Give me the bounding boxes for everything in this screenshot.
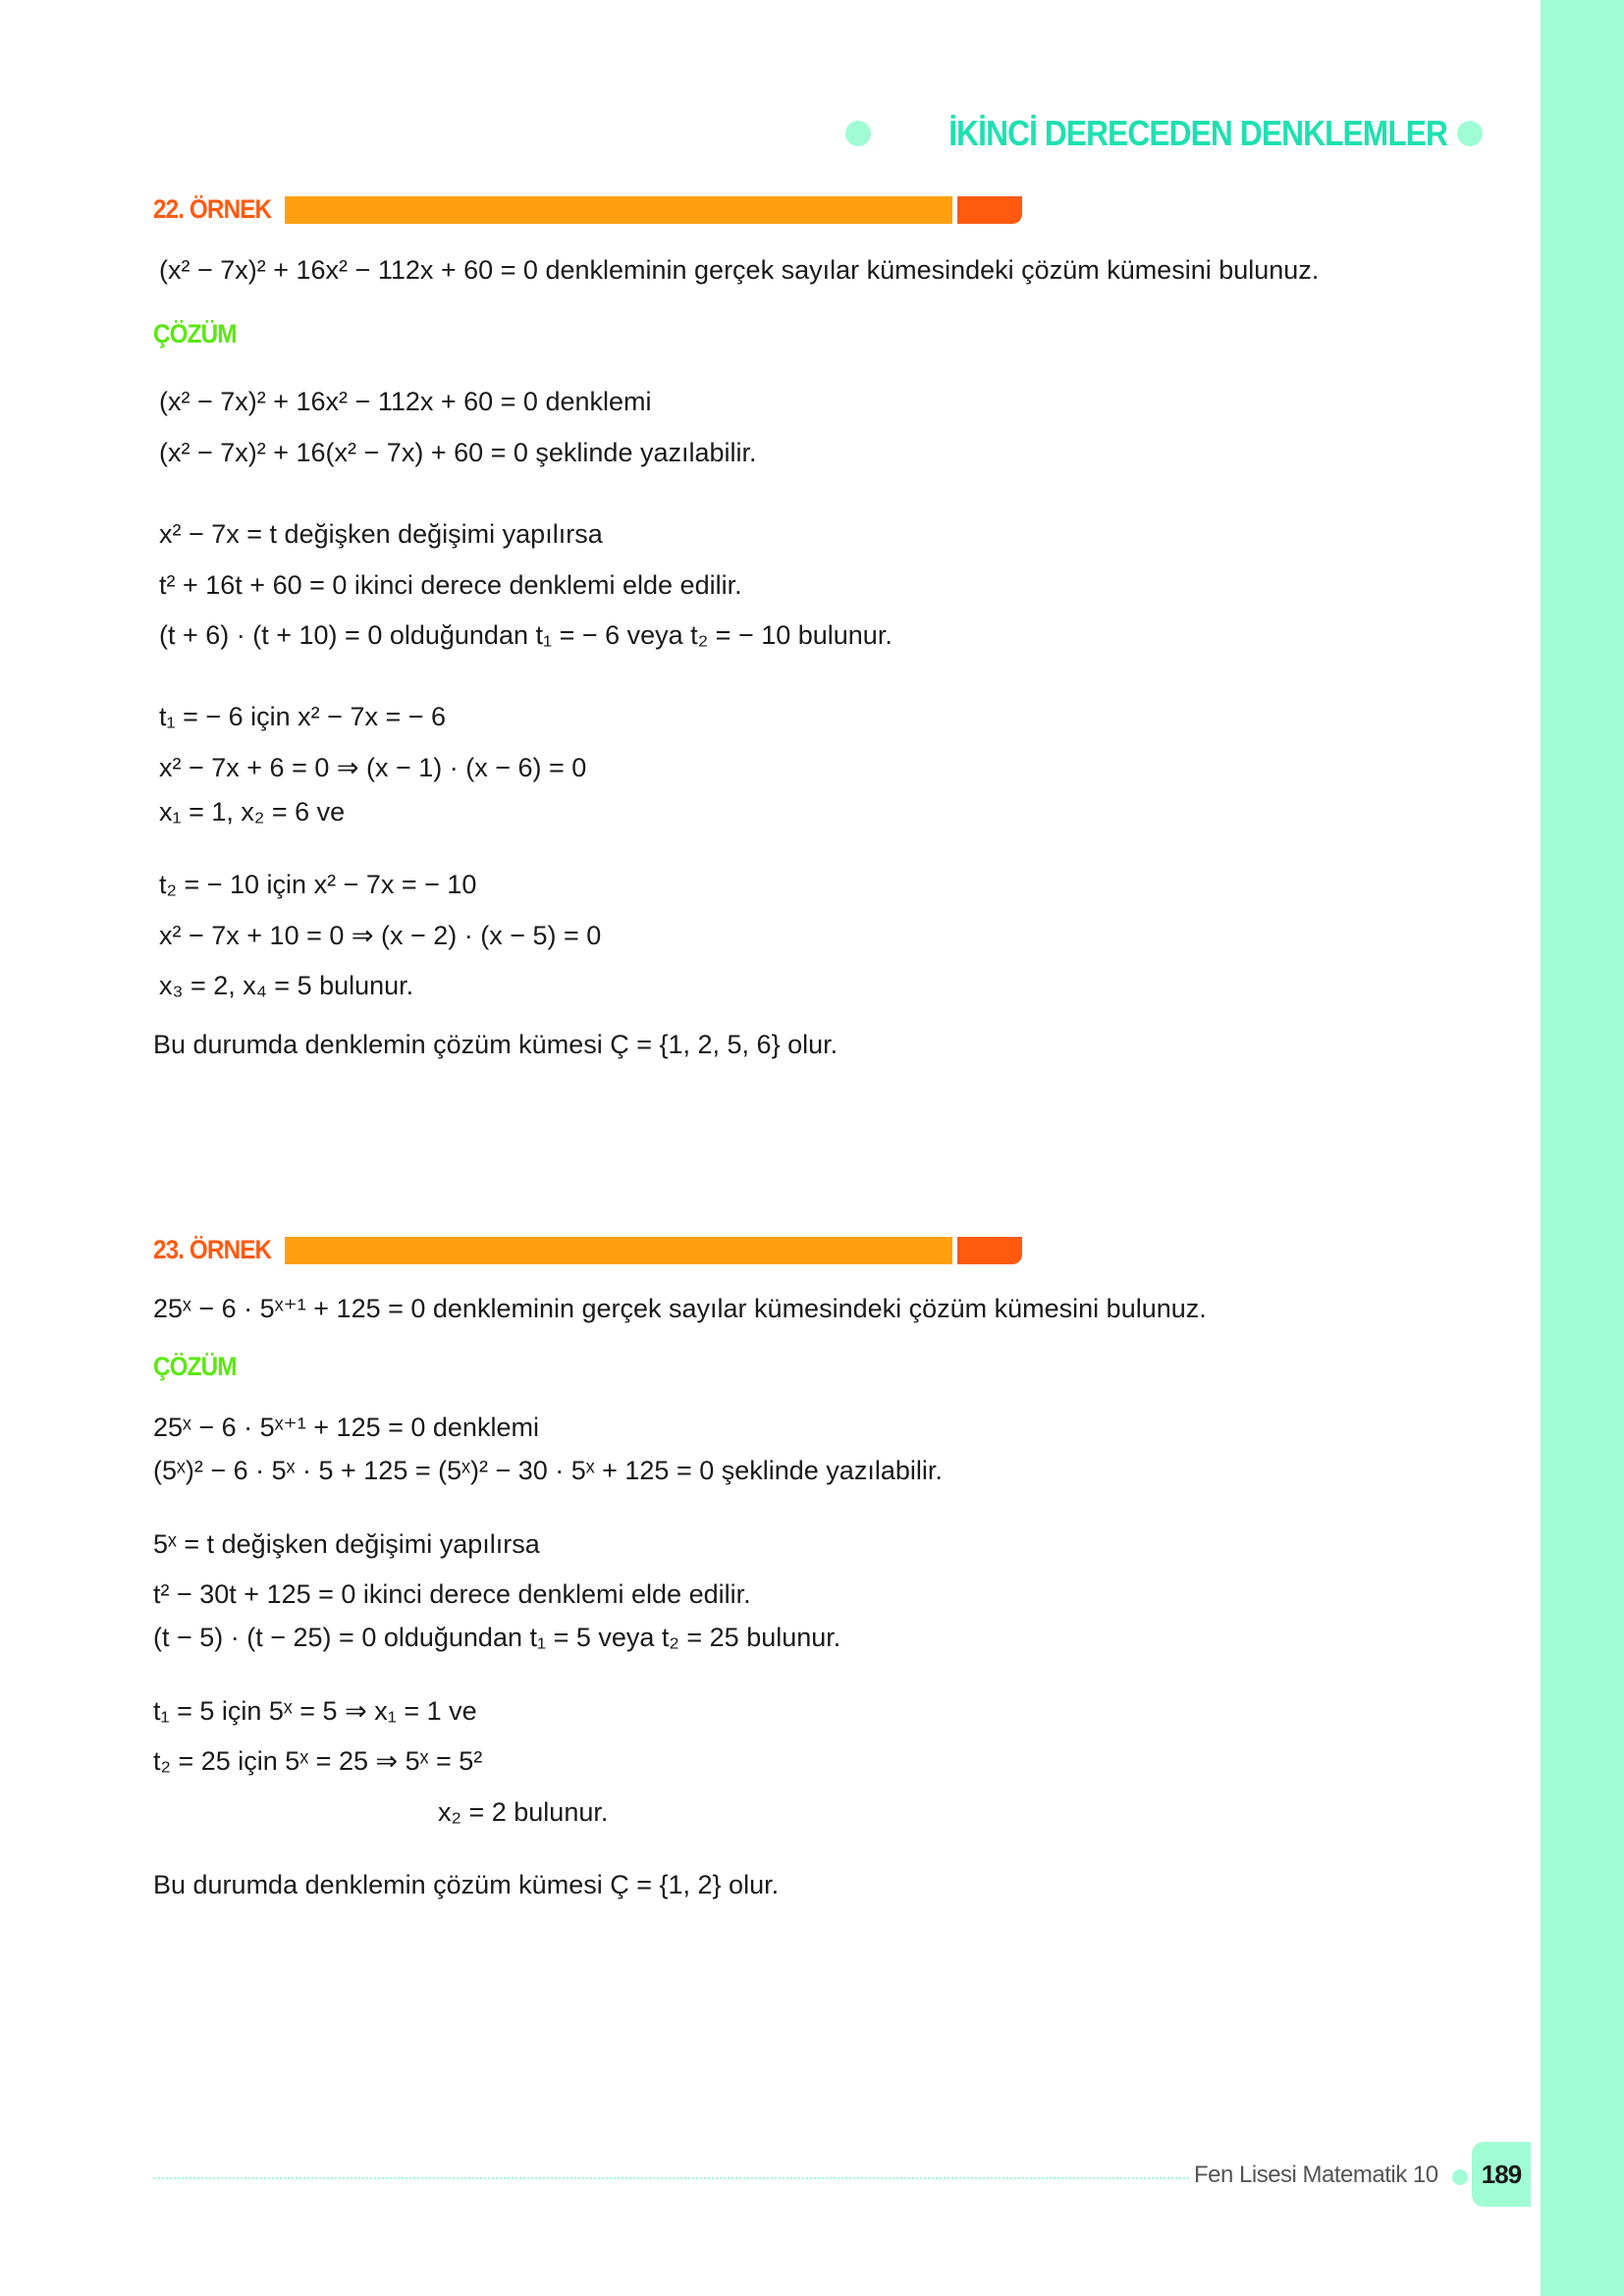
solution-line: t₂ = − 10 için x² − 7x = − 10: [159, 870, 477, 899]
solution-conclusion: Bu durumda denklemin çözüm kümesi Ç = {1, 2} olur.: [153, 1870, 780, 1899]
example-22-bar: [285, 196, 952, 224]
book-title: Fen Lisesi Matematik 10: [1194, 2162, 1438, 2188]
solution-line: t₁ = − 6 için x² − 7x = − 6: [159, 702, 447, 731]
solution-line: 25ˣ − 6 · 5ˣ⁺¹ + 125 = 0 denklemi: [153, 1413, 539, 1442]
page-footer: [153, 2156, 1567, 2201]
chapter-header: [884, 114, 1483, 153]
solution-line: t₁ = 5 için 5ˣ = 5 ⇒ x₁ = 1 ve: [153, 1696, 477, 1726]
solution-line: t² − 30t + 125 = 0 ikinci derece denklemi elde edilir.: [153, 1579, 751, 1609]
example-23-bar-tab: [957, 1237, 1022, 1264]
example-22-label: 22. ÖRNEK: [153, 194, 272, 224]
solution-line: (t − 5) · (t − 25) = 0 olduğundan t₁ = 5 veya t₂ = 25 bulunur.: [153, 1623, 841, 1652]
solution-line: (x² − 7x)² + 16(x² − 7x) + 60 = 0 şeklinde yazılabilir.: [159, 438, 757, 467]
page-number: 189: [1472, 2142, 1531, 2207]
solution-line: x² − 7x + 10 = 0 ⇒ (x − 2) · (x − 5) = 0: [159, 921, 602, 950]
footer-bullet: [1452, 2169, 1468, 2185]
example-23-label: 23. ÖRNEK: [153, 1235, 272, 1264]
example-23-problem: 25ˣ − 6 · 5ˣ⁺¹ + 125 = 0 denkleminin gerçek sayılar kümesindeki çözüm kümesini bulunuz.: [153, 1294, 1207, 1323]
solution-line: t² + 16t + 60 = 0 ikinci derece denklemi elde edilir.: [159, 570, 742, 600]
solution-line: (t + 6) · (t + 10) = 0 olduğundan t₁ = − 6 veya t₂ = − 10 bulunur.: [159, 620, 893, 650]
example-22-bar-tab: [957, 196, 1022, 224]
example-23-header: [153, 1237, 1430, 1266]
solution-line: (5ˣ)² − 6 · 5ˣ · 5 + 125 = (5ˣ)² − 30 · 5ˣ + 125 = 0 şeklinde yazılabilir.: [153, 1456, 943, 1485]
example-23-solution-label: ÇÖZÜM: [153, 1352, 237, 1381]
example-22-solution-label: ÇÖZÜM: [153, 319, 237, 348]
solution-line: x₂ = 2 bulunur.: [438, 1797, 609, 1827]
solution-line: x₁ = 1, x₂ = 6 ve: [159, 797, 346, 827]
solution-line: t₂ = 25 için 5ˣ = 25 ⇒ 5ˣ = 5²: [153, 1746, 483, 1776]
header-bullet-right: [1457, 121, 1483, 146]
example-22-header: [153, 196, 1430, 226]
example-22: [153, 194, 1430, 1059]
chapter-title: İKİNCİ DERECEDEN DENKLEMLER: [948, 113, 1447, 153]
side-band: [1541, 0, 1624, 2296]
solution-line: x² − 7x = t değişken değişimi yapılırsa: [159, 519, 603, 549]
solution-conclusion: Bu durumda denklemin çözüm kümesi Ç = {1, 2, 5, 6} olur.: [153, 1030, 839, 1059]
solution-line: 5ˣ = t değişken değişimi yapılırsa: [153, 1529, 540, 1559]
example-23-bar: [285, 1237, 952, 1264]
example-22-problem: (x² − 7x)² + 16x² − 112x + 60 = 0 denkleminin gerçek sayılar kümesindeki çözüm kümesini bulunuz.: [159, 255, 1320, 285]
solution-line: x₃ = 2, x₄ = 5 bulunur.: [159, 971, 414, 1000]
example-23: [153, 1235, 1430, 1899]
solution-line: x² − 7x + 6 = 0 ⇒ (x − 1) · (x − 6) = 0: [159, 753, 587, 782]
footer-dotted-rule: [153, 2177, 1189, 2179]
solution-line: (x² − 7x)² + 16x² − 112x + 60 = 0 denklemi: [159, 387, 652, 416]
header-bullet-left: [845, 121, 871, 146]
